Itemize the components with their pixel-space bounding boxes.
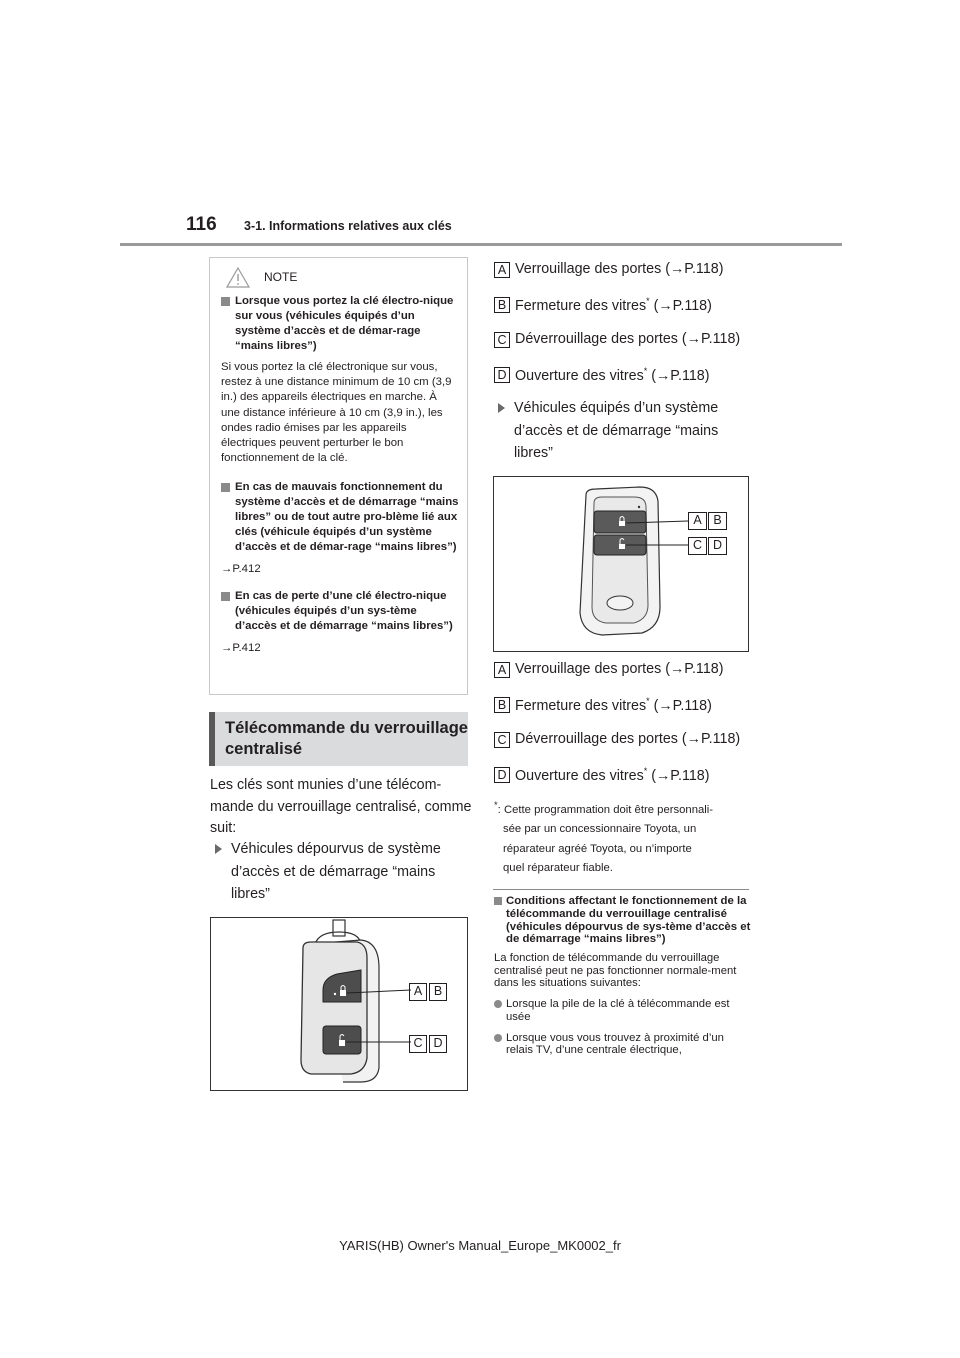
note-item-text: Si vous portez la clé électronique sur vous, restez à une distance minimum de 10 cm (3,9 in.) des appareils électriques en marche. À une distance inférieure à 10 cm (3,9 in.), les ondes radio émises par les appareils électriques peuvent perturber le bon fonctionnement de la clé. — [221, 361, 452, 465]
label-d-box: D — [708, 537, 727, 555]
footnote: *: Cette programmation doit être personnali- sée par un concessionnaire Toyota, un réparateur agréé Toyota, ou n’importe quel réparateur fiable. — [494, 799, 714, 875]
note-item-title: En cas de mauvais fonctionnement du système d’accès et de démarrage “mains libres” ou de tout autre pro-blème lié aux clés (véhicule équipés d’un système d’accès et de démar-rage “mains libres”) — [221, 480, 459, 555]
footnote-star: * — [643, 366, 648, 376]
banner-title: Télécommande du verrouillage centralisé — [225, 719, 468, 758]
letter-box: D — [494, 767, 510, 783]
square-bullet-icon — [221, 483, 230, 492]
list-item-text: Ouverture des vitres — [515, 767, 644, 784]
letter-box: B — [494, 697, 510, 713]
list-item-text: Ouverture des vitres — [515, 367, 644, 384]
circle-bullet-icon — [494, 1034, 502, 1042]
section-divider — [493, 889, 749, 890]
letter-box: C — [494, 332, 510, 348]
footnote-mark: * — [494, 799, 498, 810]
label-c-box: C — [409, 1035, 427, 1053]
list-item: Lorsque vous vous trouvez à proximité d’un relais TV, d’une centrale électrique, — [494, 1032, 752, 1058]
label-a-box: A — [688, 512, 707, 530]
note-label: NOTE — [264, 270, 298, 284]
footnote-star: * — [643, 766, 648, 776]
label-d-box: D — [429, 1035, 447, 1053]
circle-bullet-icon — [494, 1000, 502, 1008]
note-item-title: Lorsque vous portez la clé électro-nique sur vous (véhicules équipés d’un système d’accès et de démar-rage “mains libres”) — [221, 294, 459, 354]
square-bullet-icon — [494, 897, 502, 905]
note-item-page-ref: →P.412 — [221, 563, 261, 576]
label-c-box: C — [688, 537, 707, 555]
arrow-bullet-icon — [215, 844, 222, 854]
footnote-star: * — [646, 696, 650, 706]
header-rule — [120, 243, 842, 246]
footnote-star: * — [646, 296, 650, 306]
page-footer: YARIS(HB) Owner's Manual_Europe_MK0002_fr — [339, 1238, 621, 1253]
list-item-text: Verrouillage des portes (→P.118) — [515, 661, 724, 677]
label-b-box: B — [708, 512, 727, 530]
conditions-text: La fonction de télécommande du verrouillage centralisé peut ne pas fonctionner normale-ment dans les situations suivantes: — [494, 952, 737, 990]
square-bullet-icon — [221, 592, 230, 601]
note-header — [210, 264, 467, 292]
smart-key-drawing — [494, 477, 748, 651]
arrow-bullet-icon — [498, 403, 505, 413]
warning-icon — [226, 267, 250, 288]
flip-key-drawing — [211, 918, 467, 1090]
letter-box: B — [494, 297, 510, 313]
list-item-text: Fermeture des vitres — [515, 697, 647, 714]
section-title: 3-1. Informations relatives aux clés — [244, 219, 452, 233]
square-bullet-icon — [221, 297, 230, 306]
note-box — [209, 257, 468, 695]
list-item-text: Déverrouillage des portes (→P.118) — [515, 731, 741, 747]
list-item: Lorsque la pile de la clé à télécommande est usée — [494, 998, 752, 1024]
intro-paragraph: Les clés sont munies d’une télécom-mande du verrouillage centralisé, comme suit: — [210, 777, 472, 836]
conditions-section — [494, 895, 752, 1057]
note-item-page-ref: →P.412 — [221, 642, 261, 655]
note-item — [221, 294, 459, 466]
page-ref: (→P.118) — [649, 697, 712, 714]
page-number: 116 — [186, 214, 217, 235]
page-ref: (→P.118) — [647, 767, 710, 784]
section-banner — [209, 712, 468, 766]
note-item — [221, 589, 459, 654]
list-item-text: Déverrouillage des portes (→P.118) — [515, 331, 741, 347]
letter-box: A — [494, 662, 510, 678]
label-a-box: A — [409, 983, 427, 1001]
letter-box: A — [494, 262, 510, 278]
page-ref: (→P.118) — [647, 367, 710, 384]
label-b-box: B — [429, 983, 447, 1001]
letter-box: D — [494, 367, 510, 383]
list-item-text: Fermeture des vitres — [515, 297, 647, 314]
note-body — [221, 294, 459, 668]
smart-key-illustration — [493, 476, 749, 652]
conditions-title: Conditions affectant le fonctionnement de la télécommande du verrouillage centralisé (véhicules dépourvus de sys-tème d’accès et de démarrage “mains libres”) — [494, 895, 752, 946]
letter-box: C — [494, 732, 510, 748]
note-item-title: En cas de perte d’une clé électro-nique (véhicules équipés d’un sys-tème d’accès et de démarrage “mains libres”) — [221, 589, 459, 634]
flip-key-illustration — [210, 917, 468, 1091]
note-item — [221, 480, 459, 575]
page-ref: (→P.118) — [649, 297, 712, 314]
list-item-text: Verrouillage des portes (→P.118) — [515, 261, 724, 277]
